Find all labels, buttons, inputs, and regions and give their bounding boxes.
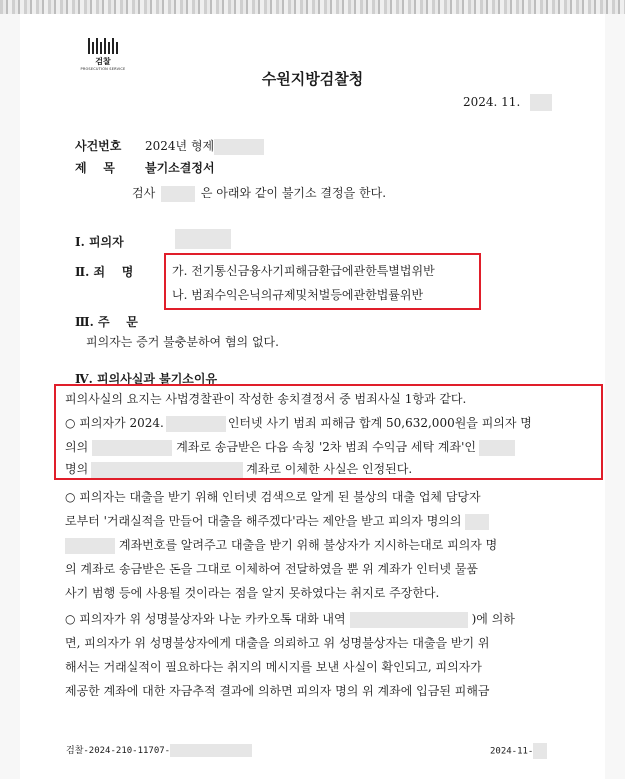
scan-top-strip <box>0 0 625 14</box>
body-line-2: ○ 피의자가 2024. 인터넷 사기 범죄 피해금 합계 50,632,000원을 피의자 명 <box>65 416 532 430</box>
redaction <box>175 229 231 249</box>
body-line-13: 제공한 계좌에 대한 자금추적 결과에 의하면 피의자 명의 위 계좌에 입금된 피해금 <box>65 684 490 698</box>
logo-english-text: PROSECUTION SERVICE <box>80 67 126 71</box>
redaction <box>533 743 547 759</box>
body-line-8: 의 계좌로 송금받은 돈을 그대로 이체하여 전달하였을 뿐 위 계좌가 인터넷 물품 <box>65 562 478 576</box>
case-number-value: 2024년 형제 <box>145 137 264 155</box>
section-3-heading: Ⅲ. 주 문 <box>75 315 138 329</box>
body-line-3: 의의 계좌로 송금받은 다음 속칭 '2차 범죄 수익금 세탁 계좌'인 <box>65 438 515 456</box>
subject-label: 제 목 <box>75 161 115 175</box>
redaction <box>65 538 115 554</box>
redaction <box>214 139 264 155</box>
redaction <box>161 186 195 202</box>
body-line-9: 사기 범행 등에 사용될 것이라는 점을 알지 못하였다는 취지로 주장한다. <box>65 586 440 600</box>
charge-1: 가. 전기통신금융사기피해금환급에관한특별법위반 <box>172 264 435 278</box>
body-line-5: ○ 피의자는 대출을 받기 위해 인터넷 검색으로 알게 된 불상의 대출 업체 담당자 <box>65 490 481 504</box>
footer-document-number: 검찰-2024-210-11707- <box>66 743 252 757</box>
subject-value: 불기소결정서 <box>145 161 215 175</box>
section-4-heading: Ⅳ. 피의사실과 불기소이유 <box>75 372 218 386</box>
prosecution-logo <box>78 38 128 71</box>
logo-bars-icon <box>78 38 128 54</box>
redaction <box>92 440 172 456</box>
case-number-label: 사건번호 <box>75 139 122 153</box>
logo-korean-text: 검찰 <box>95 57 111 66</box>
document-page <box>20 14 605 779</box>
section-2-heading: Ⅱ. 죄 명 <box>75 265 134 279</box>
section-1-heading: Ⅰ. 피의자 <box>75 235 124 249</box>
redaction <box>91 462 243 478</box>
body-line-7: 계좌번호를 알려주고 대출을 받기 위해 불상자가 지시하는대로 피의자 명 <box>65 536 497 554</box>
body-line-4: 명의 계좌로 이체한 사실은 인정된다. <box>65 462 413 476</box>
office-name: 수원지방검찰청 <box>261 70 364 88</box>
body-line-12: 해서는 거래실적이 필요하다는 취지의 메시지를 보낸 사실이 확인되고, 피의자가 <box>65 660 482 674</box>
section-3-body: 피의자는 증거 불충분하여 혐의 없다. <box>86 335 279 349</box>
body-line-1: 피의사실의 요지는 사법경찰관이 작성한 송치결정서 중 범죄사실 1항과 같다. <box>65 392 467 406</box>
redaction <box>350 612 468 628</box>
body-line-10: ○ 피의자가 위 성명불상자와 나눈 카카오톡 대화 내역 )에 의하 <box>65 612 515 626</box>
redaction <box>170 744 252 757</box>
document-date: 2024. 11. <box>463 94 552 111</box>
redaction <box>530 94 552 111</box>
body-line-11: 면, 피의자가 위 성명불상자에게 대출을 의뢰하고 위 성명불상자는 대출을 받기 위 <box>65 636 490 650</box>
redaction <box>166 416 226 432</box>
redaction <box>465 514 489 530</box>
redaction <box>479 440 515 456</box>
footer-date: 2024-11- <box>490 743 547 759</box>
body-line-6: 로부터 '거래실적을 만들어 대출을 해주겠다'라는 제안을 받고 피의자 명의의 <box>65 512 489 530</box>
charge-2: 나. 범죄수익은닉의규제및처벌등에관한법률위반 <box>172 288 424 302</box>
prosecutor-statement: 검사 은 아래와 같이 불기소 결정을 한다. <box>132 186 387 200</box>
